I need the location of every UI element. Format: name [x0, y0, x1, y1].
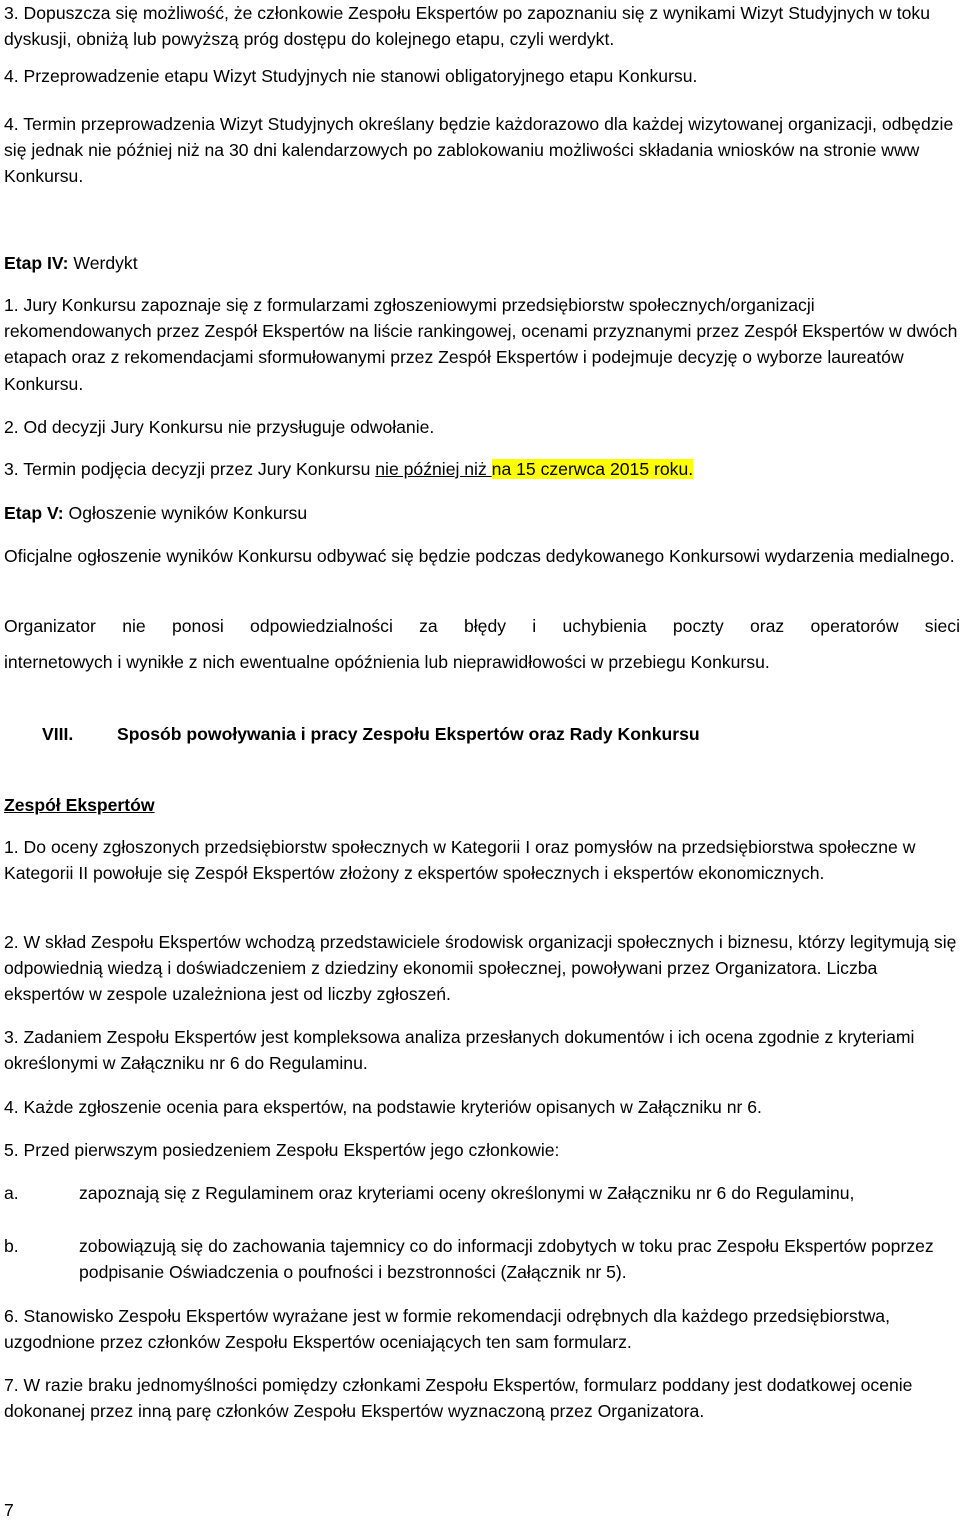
list-item-label: a. [4, 1183, 19, 1203]
paragraph-4-optional-visits: 4. Przeprowadzenie etapu Wizyt Studyjnych nie stanowi obligatoryjnego etapu Konkursu. [4, 66, 698, 86]
section-8-paragraph-2: 2. W skład Zespołu Ekspertów wchodzą przedstawiciele środowisk organizacji społecznych i biznesu, którzy legitymują się odpowiednią wiedzą i doświadczeniem z dziedziny ekonomii społecznej, powoływani przez Organizatora. Liczba ekspertów w zespole uzależniona jest od liczby zgłoszeń. [4, 932, 957, 1005]
section-8-number: VIII. [42, 724, 74, 744]
stage-5-paragraph-2-line-2: internetowych i wynikłe z nich ewentualne opóźnienia lub nieprawidłowości w przebiegu Konkursu. [4, 652, 770, 672]
stage-4-heading [4, 250, 960, 276]
stage-5-prefix: Etap V: [4, 503, 64, 523]
paragraph-4-visit-deadline: 4. Termin przeprowadzenia Wizyt Studyjnych określany będzie każdorazowo dla każdej wizytowanej organizacji, odbędzie się jednak nie później niż na 30 dni kalendarzowych po zablokowaniu możliwości składania wniosków na stronie www Konkursu. [4, 114, 954, 187]
stage-5-paragraph-2-line-1: Organizator nie ponosi odpowiedzialności za błędy i uchybienia poczty oraz operatorów sieci [4, 616, 960, 636]
section-8-paragraph-3: 3. Zadaniem Zespołu Ekspertów jest kompleksowa analiza przesłanych dokumentów i ich ocena zgodnie z kryteriami określonymi w Załączniku nr 6 do Regulaminu. [4, 1027, 915, 1074]
list-item-text: zobowiązują się do zachowania tajemnicy co do informacji zdobytych w toku prac Zespołu Ekspertów poprzez podpisanie Oświadczenia o poufności i bezstronności (Załącznik nr 5). [79, 1236, 934, 1283]
section-8-paragraph-4: 4. Każde zgłoszenie ocenia para ekspertów, na podstawie kryteriów opisanych w Załączniku nr 6. [4, 1097, 762, 1117]
stage-5-heading [4, 500, 960, 526]
list-item-text: zapoznają się z Regulaminem oraz kryteriami oceny określonymi w Załączniku nr 6 do Regulaminu, [79, 1183, 855, 1203]
experts-team-subtitle: Zespół Ekspertów [4, 795, 155, 815]
stage-4-paragraph-3: 3. Termin podjęcia decyzji przez Jury Konkursu nie później niż na 15 czerwca 2015 roku. [4, 459, 694, 479]
section-8-paragraph-7: 7. W razie braku jednomyślności pomiędzy członkami Zespołu Ekspertów, formularz poddany jest dodatkowej ocenie dokonanej przez inną parę członków Zespołu Ekspertów wyznaczoną przez Organizatora. [4, 1375, 913, 1422]
list-item [4, 1180, 960, 1233]
stage-4-title: Werdykt [68, 253, 138, 273]
list-item-label: b. [4, 1236, 19, 1256]
stage-4-paragraph-1: 1. Jury Konkursu zapoznaje się z formularzami zgłoszeniowymi przedsiębiorstw społecznych/organizacji rekomendowanych przez Zespół Ekspertów na liście rankingowej, ocenami przyznanymi przez Zespół Ekspertów w dwóch etapach oraz z rekomendacjami sformułowanymi przez Zespół Ekspertów i podejmuje decyzję o wyborze laureatów Konkursu. [4, 295, 958, 394]
page-number: 7 [4, 1500, 14, 1520]
section-8-paragraph-5: 5. Przed pierwszym posiedzeniem Zespołu Ekspertów jego członkowie: [4, 1140, 560, 1160]
section-8-paragraph-6: 6. Stanowisko Zespołu Ekspertów wyrażane jest w formie rekomendacji odrębnych dla każdego przedsiębiorstwa, uzgodnione przez członków Zespołu Ekspertów oceniających ten sam formularz. [4, 1306, 890, 1353]
stage-4-prefix: Etap IV: [4, 253, 69, 273]
stage-4-paragraph-2: 2. Od decyzji Jury Konkursu nie przysługuje odwołanie. [4, 417, 435, 437]
section-8-paragraph-1: 1. Do oceny zgłoszonych przedsiębiorstw społecznych w Kategorii I oraz pomysłów na przedsiębiorstwa społeczne w Kategorii II powołuje się Zespół Ekspertów złożony z ekspertów społecznych i ekspertów ekonomicznych. [4, 837, 916, 884]
stage-5-paragraph-1: Oficjalne ogłoszenie wyników Konkursu odbywać się będzie podczas dedykowanego Konkursowi wydarzenia medialnego. [4, 546, 955, 566]
section-8-title: Sposób powoływania i pracy Zespołu Ekspertów oraz Rady Konkursu [117, 724, 700, 744]
stage-5-title: Ogłoszenie wyników Konkursu [63, 503, 308, 523]
paragraph-3-threshold: 3. Dopuszcza się możliwość, że członkowie Zespołu Ekspertów po zapoznaniu się z wynikami Wizyt Studyjnych w toku dyskusji, obniżą lub powyższą próg dostępu do kolejnego etapu, czyli werdykt. [4, 3, 931, 50]
list-item [4, 1233, 960, 1286]
highlighted-deadline: na 15 czerwca 2015 roku. [491, 459, 694, 479]
